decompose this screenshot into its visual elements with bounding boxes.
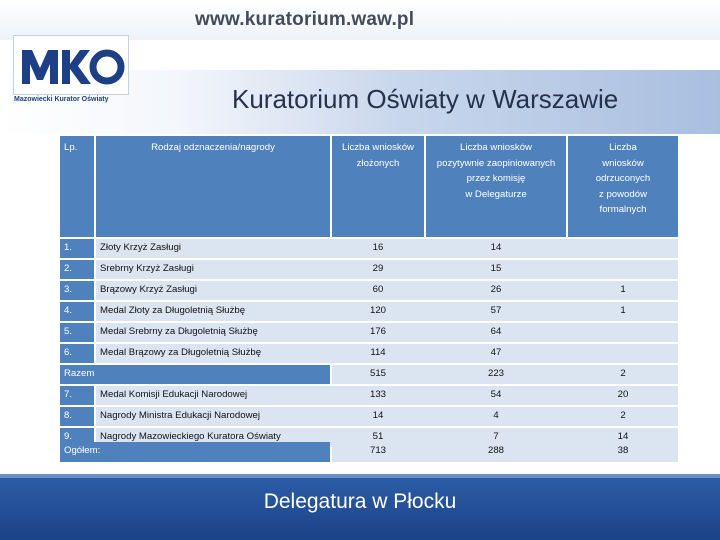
row-number: 4.: [64, 305, 73, 316]
site-url: www.kuratorium.waw.pl: [195, 9, 415, 30]
row-submitted: 16: [372, 242, 384, 253]
total-approved: 288: [487, 445, 504, 456]
subtotal-submitted: 515: [369, 368, 386, 379]
row-approved: 15: [490, 263, 502, 274]
logo: [14, 36, 128, 108]
row-award-name: Złoty Krzyż Zasługi: [100, 242, 182, 253]
subtotal-approved: 223: [487, 368, 504, 379]
row-award-name: Medal Brązowy za Długoletnią Służbę: [100, 347, 262, 358]
header-lp: Lp.: [60, 136, 94, 237]
header-rejected-line: wniosków: [602, 157, 644, 169]
row-approved: 47: [490, 347, 502, 358]
row-number: 1.: [64, 242, 73, 253]
row-rejected: 1: [620, 284, 626, 295]
row-submitted: 114: [370, 347, 386, 358]
header-rejected: [568, 136, 678, 237]
row-submitted: 133: [369, 389, 386, 400]
row-award-name: Brązowy Krzyż Zasługi: [100, 284, 198, 295]
row-rejected: 1: [620, 305, 626, 316]
header-approved: [426, 136, 566, 237]
footer-title: Delegatura w Płocku: [263, 490, 457, 513]
row-submitted: 29: [372, 263, 384, 274]
header-rejected-line: odrzuconych: [595, 173, 651, 184]
header-submitted-line: Liczba wniosków: [342, 142, 414, 153]
header-submitted-line: złożonych: [356, 157, 400, 169]
total-label: Ogółem:: [64, 445, 101, 456]
row-submitted: 120: [369, 305, 386, 316]
header-rejected-line: Liczba: [609, 142, 637, 153]
row-approved: 54: [490, 389, 502, 400]
row-number: 8.: [64, 410, 73, 421]
row-number: 3.: [64, 284, 73, 295]
row-submitted: 14: [372, 410, 384, 421]
subtotal-label: Razem: [64, 368, 95, 379]
row-award-name: Medal Złoty za Długoletnią Służbę: [100, 305, 246, 316]
header-title: Kuratorium Oświaty w Warszawie: [232, 84, 619, 114]
row-number: 6.: [64, 347, 73, 358]
header-submitted: [332, 136, 424, 237]
row-approved: 7: [493, 431, 499, 442]
header-approved-line: Liczba wniosków: [460, 142, 532, 153]
row-approved: 14: [490, 242, 502, 253]
row-award-name: Medal Srebrny za Długoletnią Służbę: [100, 326, 258, 337]
logo-mark: [14, 36, 128, 94]
total-rejected: 38: [617, 445, 629, 456]
subtotal-rejected: 2: [620, 368, 626, 379]
total-submitted: 713: [369, 445, 386, 456]
row-submitted: 176: [369, 326, 386, 337]
mko-logo-graphic: [16, 38, 126, 92]
header-rejected-line: z powodów: [599, 188, 647, 200]
site-url-bar: [0, 0, 720, 40]
row-approved: 64: [490, 326, 502, 337]
row-approved: 57: [490, 305, 502, 316]
header-award: Rodzaj odznaczenia/nagrody: [96, 136, 330, 237]
row-number: 2.: [64, 263, 73, 274]
row-approved: 26: [490, 284, 502, 295]
header-approved-line: w Delegaturze: [465, 188, 527, 200]
row-number: 7.: [64, 389, 73, 400]
row-number: 9.: [64, 431, 73, 442]
row-award-name: Nagrody Mazowieckiego Kuratora Oświaty: [100, 431, 281, 442]
row-rejected: 14: [617, 431, 629, 442]
row-submitted: 51: [372, 431, 384, 442]
row-rejected: 20: [617, 389, 629, 400]
row-submitted: 60: [372, 284, 384, 295]
row-rejected: 2: [620, 410, 626, 421]
row-award-name: Srebrny Krzyż Zasługi: [100, 263, 194, 274]
header-approved-line: przez komisję: [466, 173, 526, 184]
row-award-name: Nagrody Ministra Edukacji Narodowej: [100, 410, 260, 421]
header-rejected-line: formalnych: [599, 204, 647, 215]
row-award-name: Medal Komisji Edukacji Narodowej: [100, 389, 248, 400]
row-number: 5.: [64, 326, 73, 337]
header-approved-line: pozytywnie zaopiniowanych: [436, 157, 556, 169]
logo-subtitle: Mazowiecki Kurator Oświaty: [14, 96, 109, 103]
row-approved: 4: [493, 410, 499, 421]
